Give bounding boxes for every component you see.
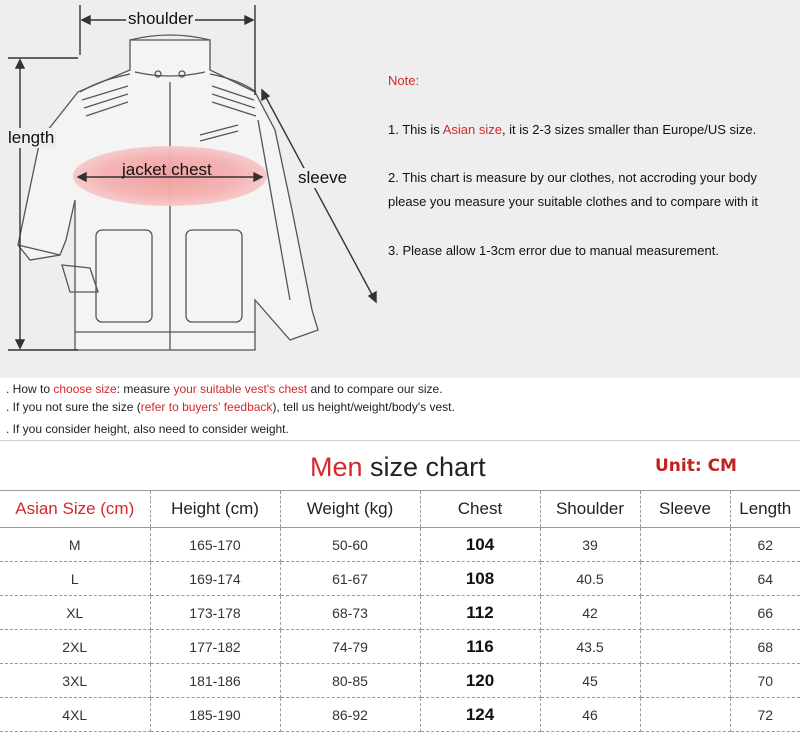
cell-chest: 108 [420,562,540,596]
howto-1c: : measure [116,382,174,396]
header-asian-size: Asian Size (cm) [0,491,150,528]
header-shoulder: Shoulder [540,491,640,528]
cell-shoulder: 45 [540,664,640,698]
table-body [0,528,800,732]
note-line-2a: 2. This chart is measure by our clothes, not accroding your body [388,170,758,185]
header-height: Height (cm) [150,491,280,528]
cell-weight: 50-60 [280,528,420,562]
cell-shoulder: 46 [540,698,640,732]
note-1-suffix: , it is 2-3 sizes smaller than Europe/US size. [501,122,757,137]
cell-height: 181-186 [150,664,280,698]
cell-sleeve [640,528,730,562]
length-label: length [8,128,55,147]
table-row [0,596,800,630]
cell-height: 173-178 [150,596,280,630]
cell-length: 62 [730,528,800,562]
table-row [0,698,800,732]
howto-2b: refer to buyers' feedback [140,400,273,414]
shoulder-label: shoulder [128,9,194,28]
table-row [0,528,800,562]
cell-shoulder: 43.5 [540,630,640,664]
howto-1b: choose size [53,382,117,396]
cell-sleeve [640,698,730,732]
cell-size: 3XL [0,664,150,698]
size-table [0,490,800,732]
cell-chest: 120 [420,664,540,698]
cell-height: 177-182 [150,630,280,664]
cell-length: 68 [730,630,800,664]
cell-weight: 80-85 [280,664,420,698]
cell-length: 66 [730,596,800,630]
cell-height: 165-170 [150,528,280,562]
howto-2a: . If you not sure the size ( [6,400,141,414]
cell-size: M [0,528,150,562]
howto-line-1 [6,382,443,396]
section-divider [0,440,800,441]
header-chest: Chest [420,491,540,528]
cell-shoulder: 40.5 [540,562,640,596]
note-line-3: 3. Please allow 1-3cm error due to manual measurement. [388,243,719,258]
note-title: Note: [388,73,420,88]
table-row [0,630,800,664]
table-header-row [0,491,800,528]
cell-length: 70 [730,664,800,698]
cell-sleeve [640,630,730,664]
cell-sleeve [640,562,730,596]
chart-title-men: Men [310,452,363,482]
howto-block [0,378,800,440]
unit-label: Unit: CM [655,456,737,476]
cell-weight: 86-92 [280,698,420,732]
cell-chest: 104 [420,528,540,562]
cell-chest: 116 [420,630,540,664]
header-weight: Weight (kg) [280,491,420,528]
cell-chest: 112 [420,596,540,630]
chest-label: jacket chest [122,160,212,179]
cell-weight: 68-73 [280,596,420,630]
table-row [0,664,800,698]
cell-size: L [0,562,150,596]
cell-size: 2XL [0,630,150,664]
cell-size: XL [0,596,150,630]
cell-length: 64 [730,562,800,596]
howto-line-3: . If you consider height, also need to consider weight. [6,422,289,436]
chart-title-rest: size chart [362,452,486,482]
howto-1a: . How to [6,382,54,396]
cell-length: 72 [730,698,800,732]
cell-weight: 61-67 [280,562,420,596]
cell-chest: 124 [420,698,540,732]
header-length: Length [730,491,800,528]
howto-1d: your suitable vest's chest [173,382,308,396]
cell-sleeve [640,664,730,698]
note-line-1 [388,122,756,138]
cell-height: 185-190 [150,698,280,732]
cell-weight: 74-79 [280,630,420,664]
note-1-prefix: 1. This is [388,122,443,137]
cell-shoulder: 39 [540,528,640,562]
sleeve-label: sleeve [298,168,348,187]
table-row [0,562,800,596]
note-1-highlight: Asian size [442,122,502,137]
note-line-2b: please you measure your suitable clothes and to compare with it [388,194,758,209]
cell-sleeve [640,596,730,630]
chart-title [310,450,486,484]
cell-size: 4XL [0,698,150,732]
cell-height: 169-174 [150,562,280,596]
header-sleeve: Sleeve [640,491,730,528]
howto-line-2 [6,400,455,414]
cell-shoulder: 42 [540,596,640,630]
howto-1e: and to compare our size. [307,382,443,396]
howto-2c: ), tell us height/weight/body's vest. [272,400,455,414]
